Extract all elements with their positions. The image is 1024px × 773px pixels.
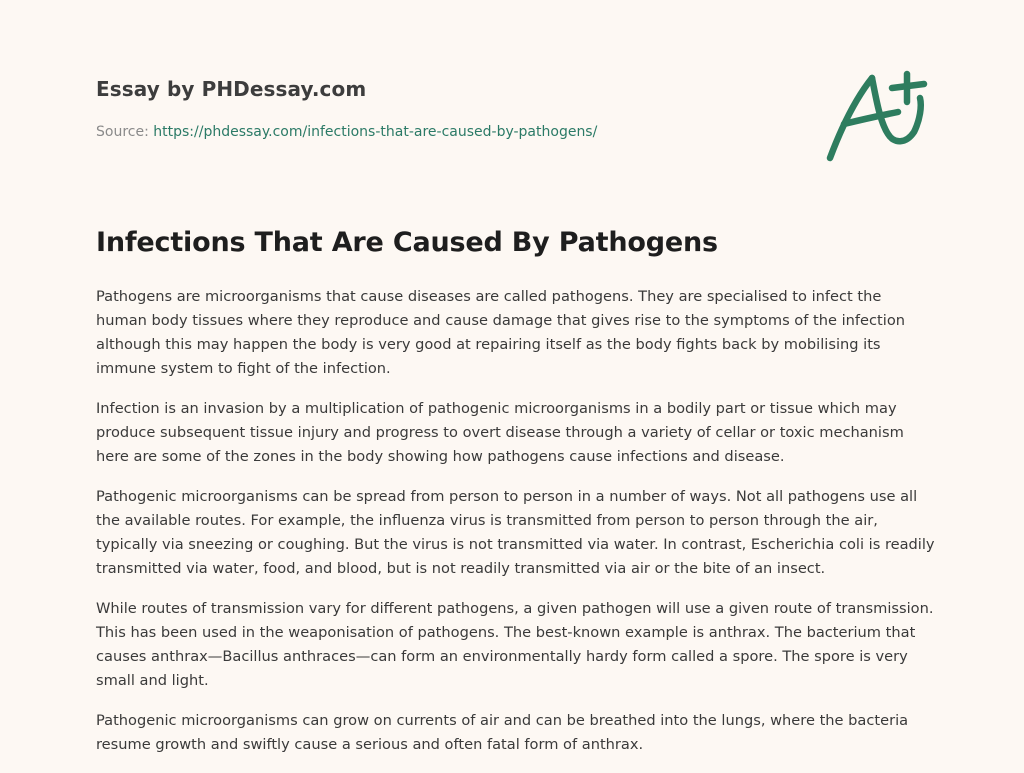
a-plus-logo [822, 64, 932, 168]
essay-paragraph: Pathogens are microorganisms that cause diseases are called pathogens. They are specialised to infect the human body tissues where they reproduce and cause damage that gives rise to the symptoms of the infection although this may happen the body is very good at repairing itself as the body fights back by mobilising its immune system to fight of the infection. [96, 288, 906, 377]
site-title: Essay by PHDessay.com [96, 77, 367, 101]
essay-paragraph: While routes of transmission vary for different pathogens, a given pathogen will use a given route of transmission. This has been used in the weaponisation of pathogens. The best-known example is anthrax. The bacterium that causes anthrax—Bacillus anthraces—can form an environmentally hardy form called a spore. The spore is very small and light. [96, 600, 934, 689]
essay-body [96, 285, 936, 773]
source-link[interactable]: https://phdessay.com/infections-that-are-caused-by-pathogens/ [153, 124, 598, 140]
a-plus-logo-icon [822, 64, 932, 168]
essay-paragraph: Pathogenic microorganisms can grow on currents of air and can be breathed into the lungs, where the bacteria resume growth and swiftly cause a serious and often fatal form of anthrax. [96, 712, 909, 753]
essay-paragraph: Infection is an invasion by a multiplication of pathogenic microorganisms in a bodily part or tissue which may produce subsequent tissue injury and progress to overt disease through a variety of cellar or toxic mechanism here are some of the zones in the body showing how pathogens cause infections and disease. [96, 400, 904, 465]
source-label: Source: [96, 124, 149, 140]
source-line [96, 124, 597, 140]
essay-paragraph: Pathogenic microorganisms can be spread from person to person in a number of ways. Not all pathogens use all the available routes. For example, the influenza virus is transmitted from person to person through the air, typically via sneezing or coughing. But the virus is not transmitted via water. In contrast, Escherichia coli is readily transmitted via water, food, and blood, but is not readily transmitted via air or the bite of an insect. [96, 488, 935, 577]
essay-title: Infections That Are Caused By Pathogens [96, 227, 718, 258]
